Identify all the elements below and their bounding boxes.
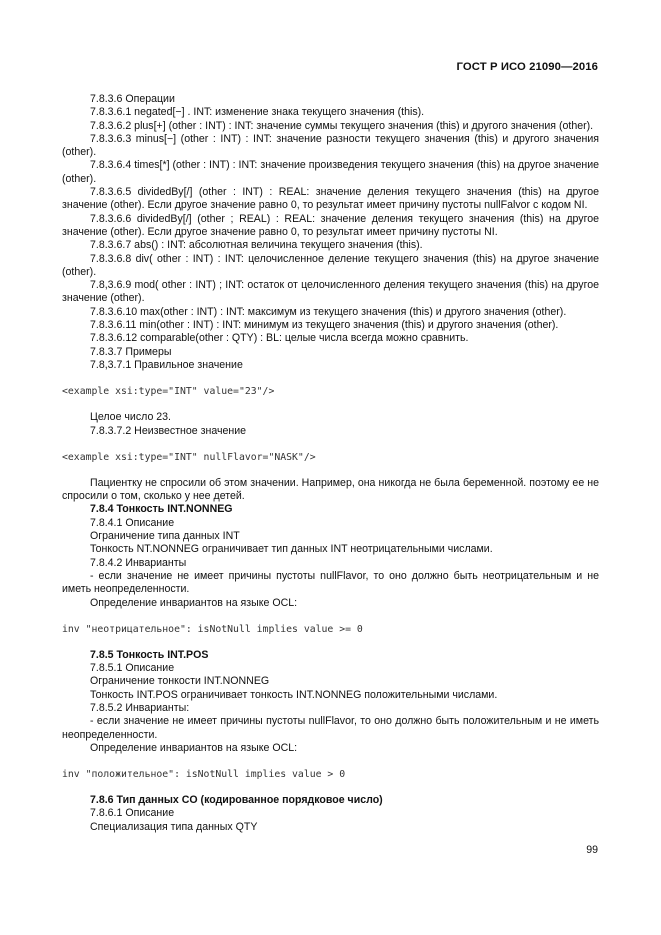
section-heading-bold: 7.8.5 Тонкость INT.POS xyxy=(90,648,209,661)
section-heading: 7.8.5.2 Инварианты: xyxy=(90,701,190,714)
section-heading: 7.8.3.7.2 Неизвестное значение xyxy=(90,424,247,437)
paragraph: Специализация типа данных QTY xyxy=(90,820,258,833)
paragraph: 7.8.3.6.10 max(other : INT) : INT: максимум из текущего значения (this) и другого значения (other). xyxy=(90,305,567,318)
section-heading: 7.8.3.7 Примеры xyxy=(90,345,172,358)
paragraph: 7.8.3.6.8 div( other : INT) : INT: целочисленное деление текущего значения (this) на другое значение (other). xyxy=(62,252,599,278)
paragraph: Тонкость INT.POS ограничивает тонкость INT.NONNEG положительными числами. xyxy=(90,688,498,701)
section-heading: 7.8.5.1 Описание xyxy=(90,662,175,675)
document-body xyxy=(62,93,599,834)
paragraph: 7.8.3.6.6 dividedBy[/] (other ; REAL) : REAL: значение деления текущего значения (this) на другое значение (other). Если другое значение равно 0, то результат имеет причину пустоты NI. xyxy=(62,212,599,238)
paragraph: 7.8.3.6.7 abs() : INT: абсолютная величина текущего значения (this). xyxy=(90,239,423,252)
paragraph: 7.8.3.6.1 negated[−] . INT: изменение знака текущего значения (this). xyxy=(90,106,425,119)
paragraph: 7.8.3.6.2 plus[+] (other : INT) : INT: значение суммы текущего значения (this) и другого значения (other). xyxy=(90,119,594,132)
paragraph: 7.8.3.6.5 dividedBy[/] (other : INT) : REAL: значение деления текущего значения (this) на другое значение (other). Если другое значение равно 0, то результат имеет причину пустоты nullFalvor с кодом NI. xyxy=(62,186,599,212)
paragraph: Определение инвариантов на языке OCL: xyxy=(90,596,298,609)
paragraph: Целое число 23. xyxy=(90,411,171,424)
code-example: <example xsi:type="INT" nullFlavor="NASK"/> xyxy=(62,451,316,463)
paragraph: Тонкость NT.NONNEG ограничивает тип данных INT неотрицательными числами. xyxy=(90,543,493,556)
code-example: <example xsi:type="INT" value="23"/> xyxy=(62,386,275,398)
document-header: ГОСТ Р ИСО 21090—2016 xyxy=(456,61,598,73)
paragraph: 7.8,3.6.9 mod( other : INT) ; INT: остаток от целочисленного деления текущего значения (this) на другое значение (other). xyxy=(62,279,599,305)
section-heading: 7.8.3.6 Операции xyxy=(90,93,175,105)
list-item: - если значение не имеет причины пустоты nullFlavor, то оно должно быть положительным и не иметь неопределенности. xyxy=(62,715,599,741)
section-heading: 7.8.6.1 Описание xyxy=(90,807,175,820)
section-heading-bold: 7.8.6 Тип данных CO (кодированное порядковое число) xyxy=(90,794,383,807)
paragraph: Ограничение тонкости INT.NONNEG xyxy=(90,675,270,688)
section-heading: 7.8.4.2 Инварианты xyxy=(90,556,187,569)
paragraph: 7.8.3.6.3 minus[−] (other : INT) : INT: значение разности текущего значения (this) и другого значения (other). xyxy=(62,132,599,159)
section-heading: 7.8,3.7.1 Правильное значение xyxy=(90,358,243,371)
paragraph: Ограничение типа данных INT xyxy=(90,530,240,543)
section-heading-bold: 7.8.4 Тонкость INT.NONNEG xyxy=(90,503,233,516)
paragraph: 7.8.3.6.11 min(other : INT) : INT: минимум из текущего значения (this) и другого значения (other). xyxy=(90,319,559,332)
code-example: inv "положительное": isNotNull implies value > 0 xyxy=(62,769,346,781)
paragraph: 7.8.3.6.4 times[*] (other : INT) : INT: значение произведения текущего значения (this) на другое значение (other). xyxy=(62,159,599,185)
paragraph: 7.8.3.6.12 comparable(other : QTY) : BL: целые числа всегда можно сравнить. xyxy=(90,332,469,345)
code-example: inv "неотрицательное": isNotNull implies value >= 0 xyxy=(62,623,363,635)
page-number: 99 xyxy=(586,844,598,856)
paragraph: Определение инвариантов на языке OCL: xyxy=(90,741,298,754)
list-item: - если значение не имеет причины пустоты nullFlavor, то оно должно быть неотрицательным и не иметь неопределенности. xyxy=(62,569,599,596)
section-heading: 7.8.4.1 Описание xyxy=(90,516,175,529)
paragraph: Пациентку не спросили об этом значении. Например, она никогда не была беременной. поэтому ее не спросили о том, сколько у нее детей. xyxy=(62,476,599,503)
